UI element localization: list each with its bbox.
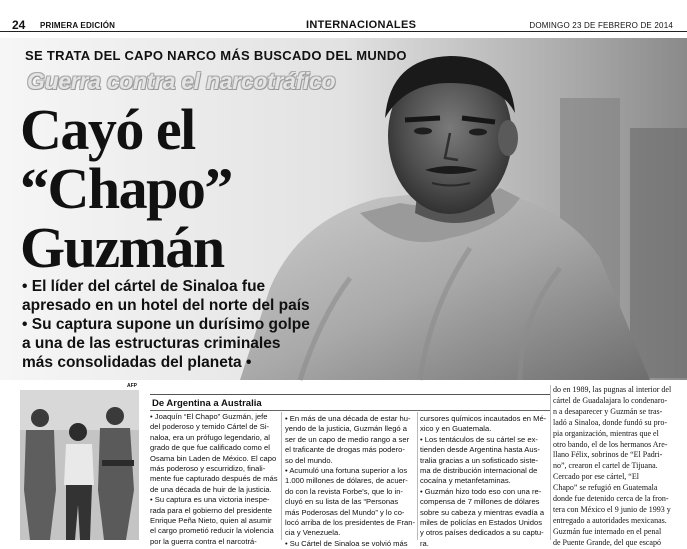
article-text-line: más Poderosas del Mundo” y lo co-	[285, 507, 405, 517]
column-divider	[550, 385, 551, 540]
headline-line-2: “Chapo”	[20, 156, 232, 221]
photo-credit: AFP	[127, 383, 137, 389]
article-text-line: • Su Cártel de Sinaloa se volvió más	[285, 538, 408, 548]
article-text-line: compensa de 7 millones de dólares	[420, 497, 540, 507]
page-header	[0, 0, 687, 32]
article-text-line: locó arriba de los presidentes de Fran-	[285, 518, 416, 528]
article-text-line: cursores químicos incautados en Mé-	[420, 414, 547, 423]
article-text-line: tera con México el 9 junio de 1993 y	[553, 504, 671, 514]
article-text-line: por la guerra contra el narcotrá-	[150, 536, 257, 546]
issue-date: DOMINGO 23 DE FEBRERO DE 2014	[529, 21, 673, 30]
article-text-line: • Joaquín “El Chapo” Guzmán, jefe	[150, 412, 268, 421]
article-text-line: el traficante de drogas más podero-	[285, 445, 405, 455]
article-text-line: pia organización, mientras que el	[553, 428, 659, 438]
column-divider	[281, 412, 282, 540]
article-text-line: Enrique Peña Nieto, quien al asumir	[150, 516, 272, 526]
overline: SE TRATA DEL CAPO NARCO MÁS BUSCADO DEL MUNDO	[25, 48, 407, 63]
article-text-line: ladó a Sinaloa, donde fundó su pro-	[553, 417, 667, 427]
article-text-line: ra.	[420, 538, 429, 548]
article-text-line: donde fue detenido cerca de la fron-	[553, 494, 669, 504]
article-text-line: so del mundo.	[285, 455, 333, 465]
article-text-line: de Puente Grande, del que escapó	[553, 537, 661, 547]
article-text-line: do en 1989, las pugnas al interior del	[553, 385, 672, 394]
article-text-line: otro bando, el de los hermanos Are-	[553, 439, 668, 449]
article-text-line: cártel de Guadalajara lo condenaro-	[553, 395, 668, 405]
article-text-line: entregado a autoridades mexicanas.	[553, 515, 667, 525]
arrest-photo	[20, 390, 139, 540]
article-subhead: De Argentina a Australia	[152, 398, 262, 409]
article-text-line: del poderoso y temido Cártel de Si-	[150, 422, 270, 432]
article-text-line: • Acumuló una fortuna superior a los	[285, 466, 408, 476]
article-text-line: rada para el gobierno del presidente	[150, 505, 273, 515]
article-column-1	[150, 412, 278, 546]
hero-banner	[0, 38, 687, 380]
article-text-line: más poderoso y escurridizo, finali-	[150, 464, 266, 474]
article-text-line: ma de distribución internacional de	[420, 466, 538, 476]
article-text-line: Cercado por ese cártel, “El	[553, 472, 639, 482]
section-title: INTERNACIONALES	[306, 19, 417, 31]
page-number: 24	[12, 18, 26, 32]
article-text-line: cia y Venezuela.	[285, 528, 341, 538]
article-text-line: el cargo prometió reducir la violencia	[150, 526, 274, 536]
article-column-2	[285, 414, 416, 548]
article-text-line: • Su captura es una victoria inespe-	[150, 495, 270, 505]
article-text-line: de una década de huir de la justicia.	[150, 484, 272, 494]
article-text-line: Guzmán fue internado en el penal	[553, 526, 662, 536]
article-text-line: mente fue capturado después de más	[150, 474, 278, 484]
headline-line-3: Guzmán	[20, 215, 224, 280]
article-text-line: y otros países dedicados a su captu-	[420, 528, 544, 538]
edition-label: PRIMERA EDICIÓN	[40, 21, 116, 30]
article-text-line: n a desaparecer y Guzmán se tras-	[553, 406, 663, 416]
deck-line: a una de las estructuras criminales	[22, 335, 281, 352]
article-text-line: • Guzmán hizo todo eso con una re-	[420, 486, 542, 496]
article-text-line: llano Félix, sobrinos de “El Padri-	[553, 450, 663, 460]
article-text-line: grado de que fue calificado como el	[150, 443, 270, 453]
deck-line: • El líder del cártel de Sinaloa fue	[22, 278, 266, 295]
deck-line: apresado en un hotel del norte del país	[22, 297, 310, 314]
article-text-line: • Los tentáculos de su cártel se ex-	[420, 434, 538, 444]
article-column-4	[553, 385, 679, 547]
article-text-line: ser de un capo de medio rango a ser	[285, 434, 410, 444]
article-text-line: do con la revista Forbe's, que lo in-	[285, 486, 403, 496]
article-text-line: no”, crearon el cartel de Tijuana.	[553, 461, 658, 471]
article-text-line: miles de policías en Estados Unidos	[420, 518, 542, 528]
headline-line-1: Cayó el	[20, 97, 195, 162]
article-text-line: yendo de la justicia, Guzmán llegó a	[285, 424, 407, 434]
article-column-3	[420, 414, 548, 548]
deck-line: más consolidadas del planeta •	[22, 354, 252, 371]
article-text-line: tralia gracias a un sofisticado siste-	[420, 455, 539, 465]
article-text-line: tienden desde Argentina hasta Aus-	[420, 445, 540, 455]
article-text-line: xico y en Guatemala.	[420, 424, 492, 434]
article-text-line: sobre su cabeza y mientras evadía a	[420, 507, 545, 517]
subhead-rule	[150, 410, 550, 411]
article-text-line: Osama bin Laden de México. El capo	[150, 453, 277, 463]
article-text-line: cluyó en su lista de las “Personas	[285, 497, 399, 507]
article-text-line: naloa, era un prófugo legendario, al	[150, 432, 270, 442]
article-text-line: cocaína y metanfetaminas.	[420, 476, 511, 486]
article-text-line: 1.000 millones de dólares, de acuer-	[285, 476, 408, 486]
kicker-title: Guerra contra el narcotráfico	[27, 68, 336, 94]
article-text-line: Chapo” se refugió en Guatemala	[553, 483, 658, 493]
column-divider	[417, 412, 418, 540]
deck-bullet-2	[22, 315, 310, 372]
deck-bullet-1	[22, 277, 310, 315]
deck-line: • Su captura supone un durísimo golpe	[22, 316, 310, 333]
section-rule	[150, 394, 550, 395]
article-text-line: • En más de una década de estar hu-	[285, 414, 411, 423]
